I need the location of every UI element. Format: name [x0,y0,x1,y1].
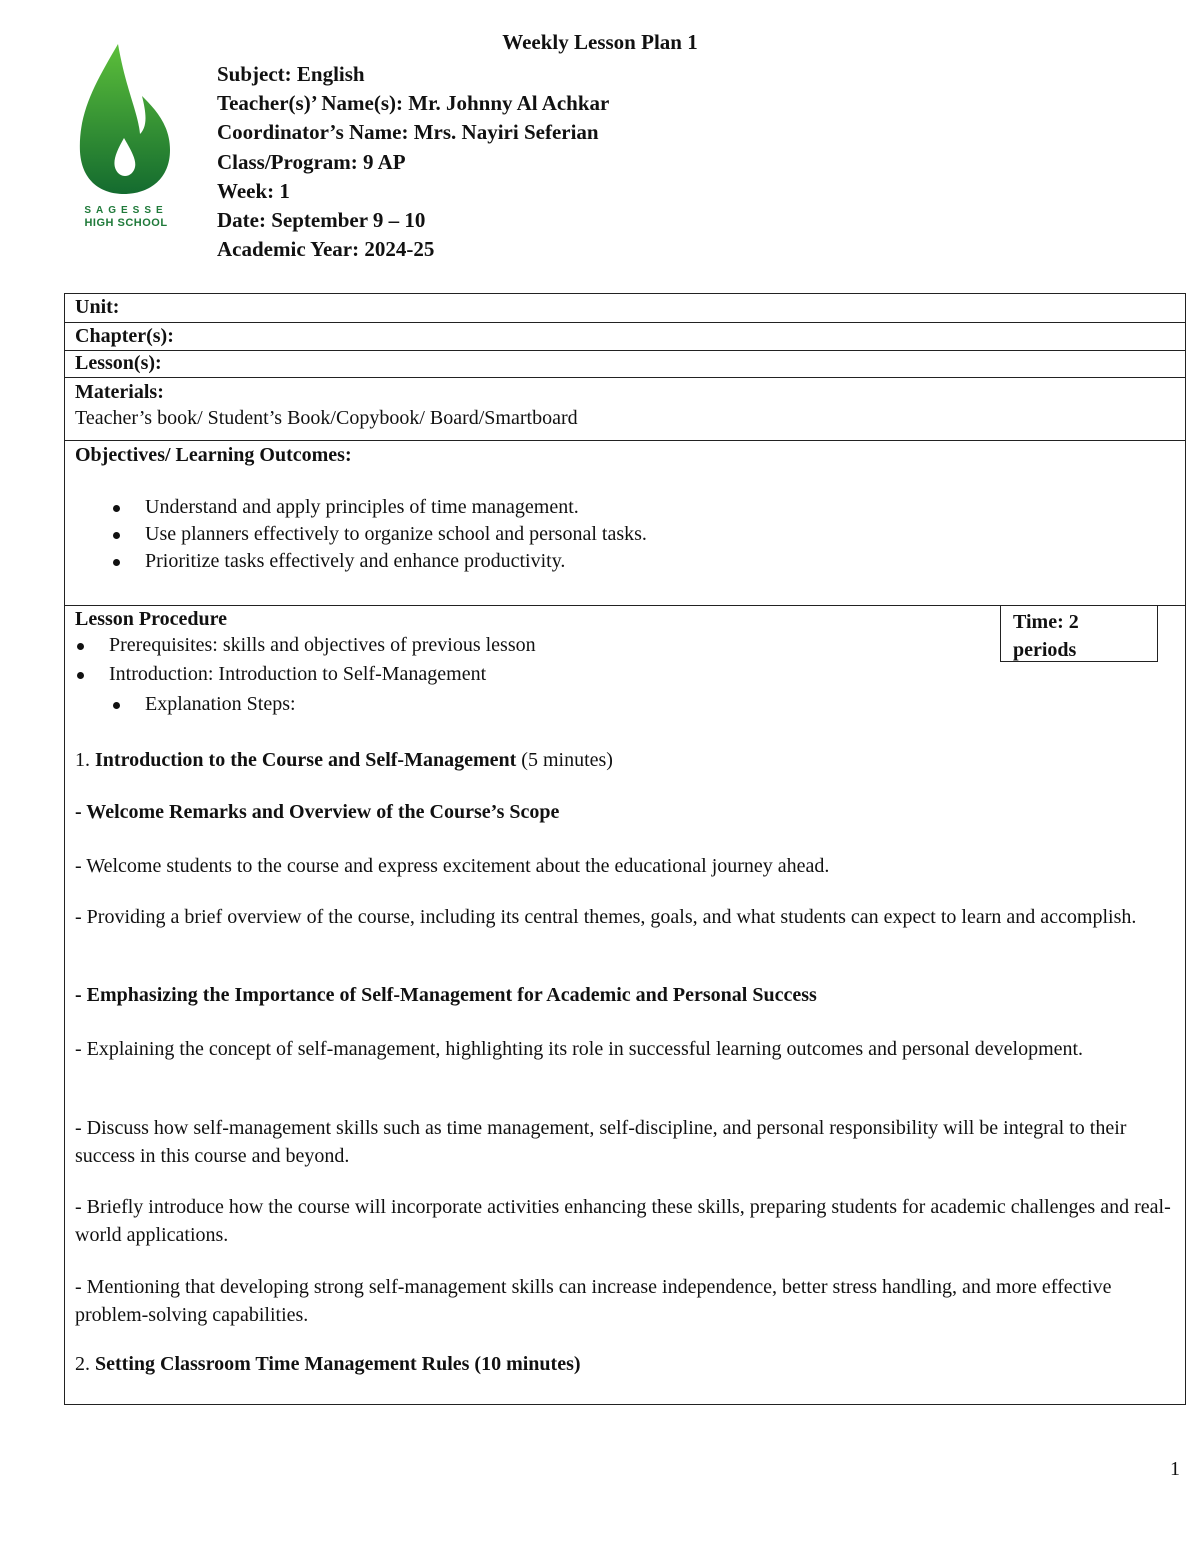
procedure-label: Lesson Procedure [75,608,228,630]
materials-label: Materials: [75,381,164,403]
section-heading: - Welcome Remarks and Overview of the Course’s Scope [75,801,560,823]
paragraph: - Explaining the concept of self-management, highlighting its role in successful learning outcomes and personal development. [75,1038,1084,1060]
unit-label: Unit: [75,296,120,318]
objective-item: Use planners effectively to organize school and personal tasks. [145,523,647,545]
chapter-row [65,323,1185,351]
objective-item: Prioritize tasks effectively and enhance productivity. [145,550,566,572]
subject-line: Subject: English [217,62,365,86]
procedure-row [65,606,1185,1404]
lesson-label: Lesson(s): [75,352,162,374]
date-line: Date: September 9 – 10 [217,208,426,233]
coordinator-line: Coordinator’s Name: Mrs. Nayiri Seferian [217,120,599,145]
objectives-label: Objectives/ Learning Outcomes: [75,444,352,466]
logo-wordmark: SAGESSE HIGH SCHOOL [84,205,168,229]
materials-value: Teacher’s book/ Student’s Book/Copybook/ Board/Smartboard [75,407,578,429]
objectives-row [65,441,1185,606]
bullet-icon [77,672,84,679]
bullet-icon [77,643,84,650]
unit-row [65,294,1185,323]
time-box [1000,606,1158,662]
paragraph: - Mentioning that developing strong self-management skills can increase independence, better stress handling, and more effective problem-solving capabilities. [75,1276,1112,1326]
paragraph: - Welcome students to the course and express excitement about the educational journey ahead. [75,855,830,877]
lesson-plan-table [64,293,1186,1405]
time-line-1: Time: 2 [1013,611,1079,633]
objective-item: Understand and apply principles of time management. [145,496,579,518]
teacher-line: Teacher(s)’ Name(s): Mr. Johnny Al Achkar [217,91,610,116]
paragraph: - Briefly introduce how the course will incorporate activities enhancing these skills, preparing students for academic challenges and real-world applications. [75,1196,1171,1246]
page-title: Weekly Lesson Plan 1 [502,30,698,54]
materials-row [65,378,1185,441]
paragraph: - Providing a brief overview of the course, including its central themes, goals, and what students can expect to learn and accomplish. [75,906,1137,928]
paragraph: - Discuss how self-management skills such as time management, self-discipline, and personal responsibility will be integral to their success in this course and beyond. [75,1117,1127,1167]
bullet-icon [113,505,120,512]
procedure-sub-bullet: Explanation Steps: [145,693,296,715]
week-line: Week: 1 [217,178,290,203]
bullet-icon [113,532,120,539]
chapter-label: Chapter(s): [75,325,174,347]
bullet-icon [113,702,120,709]
year-line: Academic Year: 2024-25 [217,237,435,262]
time-line-2: periods [1013,639,1077,661]
class-line: Class/Program: 9 AP [217,149,406,174]
procedure-bullet: Introduction: Introduction to Self-Management [109,663,487,685]
lesson-row [65,351,1185,378]
header-info [217,60,609,264]
section-heading: - Emphasizing the Importance of Self-Management for Academic and Personal Success [75,984,817,1006]
procedure-bullet: Prerequisites: skills and objectives of previous lesson [109,634,536,656]
step-1-heading: 1. Introduction to the Course and Self-Management (5 minutes) [75,749,613,771]
school-logo [76,42,176,232]
page-number: 1 [1170,1458,1180,1480]
bullet-icon [113,559,120,566]
step-2-heading: 2. Setting Classroom Time Management Rules (10 minutes) [75,1353,581,1375]
